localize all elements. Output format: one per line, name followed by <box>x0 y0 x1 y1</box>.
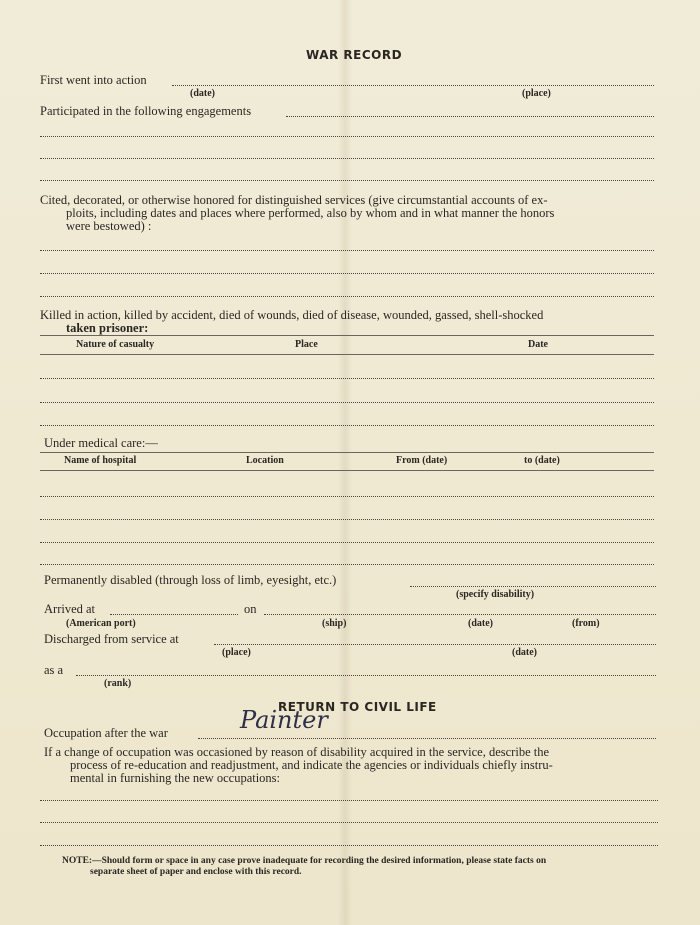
cited-line-1: Cited, decorated, or otherwise honored for distinguished services (give circumstantial accounts of ex- <box>40 193 548 207</box>
engagements-label: Participated in the following engagements <box>40 104 252 118</box>
disabled-caption: (specify disability) <box>456 589 535 600</box>
engagements-line[interactable] <box>40 180 654 181</box>
medical-col-hospital: Name of hospital <box>64 455 137 466</box>
casualty-row[interactable] <box>40 378 654 379</box>
arrived-ship-field[interactable] <box>264 614 656 615</box>
first-action-label: First went into action <box>40 73 147 87</box>
change-line[interactable] <box>40 822 658 823</box>
disabled-label: Permanently disabled (through loss of limb, eyesight, etc.) <box>44 573 337 587</box>
engagements-line[interactable] <box>40 136 654 137</box>
arrived-date-caption: (date) <box>468 618 493 629</box>
casualty-table-top-rule <box>40 335 654 336</box>
casualty-instructions <box>40 309 654 335</box>
change-line-1: If a change of occupation was occasioned by reason of disability acquired in the service, describe the <box>44 745 550 759</box>
discharged-date-caption: (date) <box>512 647 537 658</box>
casualty-col-place: Place <box>295 339 318 350</box>
first-action-date-caption: (date) <box>190 88 215 99</box>
medical-col-location: Location <box>246 455 284 466</box>
change-line-2: process of re-education and readjustment, and indicate the agencies or individuals chiefly instru- <box>70 758 553 772</box>
medical-row[interactable] <box>40 564 654 565</box>
arrived-label: Arrived at <box>44 602 96 616</box>
change-instructions <box>44 746 658 785</box>
note-line-2: separate sheet of paper and enclose with this record. <box>90 867 302 877</box>
cited-line-3: were bestowed) : <box>66 219 152 233</box>
form-title: WAR RECORD <box>306 48 403 62</box>
engagements-line[interactable] <box>40 158 654 159</box>
medical-table-top-rule <box>40 452 654 453</box>
casualty-col-date: Date <box>528 339 548 350</box>
occupation-field[interactable] <box>198 738 656 739</box>
medical-row[interactable] <box>40 542 654 543</box>
disabled-field[interactable] <box>410 586 656 587</box>
change-line[interactable] <box>40 845 658 846</box>
first-action-place-caption: (place) <box>522 88 551 99</box>
arrived-port-caption: (American port) <box>66 618 136 629</box>
first-action-field[interactable] <box>172 85 654 86</box>
cited-line[interactable] <box>40 250 654 251</box>
civil-life-heading: RETURN TO CIVIL LIFE <box>278 700 437 714</box>
casualty-row[interactable] <box>40 425 654 426</box>
casualty-line-2: taken prisoner: <box>66 321 149 335</box>
casualty-row[interactable] <box>40 402 654 403</box>
casualty-table-header-rule <box>40 354 654 355</box>
medical-col-to: to (date) <box>524 455 560 466</box>
discharged-field[interactable] <box>214 644 656 645</box>
casualty-line-1: Killed in action, killed by accident, died of wounds, died of disease, wounded, gassed, shell-shocked <box>40 308 544 322</box>
discharged-label: Discharged from service at <box>44 632 179 646</box>
arrived-port-field[interactable] <box>110 614 238 615</box>
rank-label: as a <box>44 663 64 677</box>
medical-col-from: From (date) <box>396 455 448 466</box>
rank-caption: (rank) <box>104 678 132 689</box>
medical-table-header-rule <box>40 470 654 471</box>
note-line-1: NOTE:—Should form or space in any case prove inadequate for recording the desired information, please state facts on <box>62 856 547 866</box>
rank-field[interactable] <box>76 675 656 676</box>
discharged-place-caption: (place) <box>222 647 251 658</box>
change-line-3: mental in furnishing the new occupations: <box>70 771 281 785</box>
occupation-label: Occupation after the war <box>44 726 168 740</box>
cited-line[interactable] <box>40 296 654 297</box>
cited-line[interactable] <box>40 273 654 274</box>
medical-row[interactable] <box>40 519 654 520</box>
change-line[interactable] <box>40 800 658 801</box>
medical-row[interactable] <box>40 496 654 497</box>
arrived-ship-caption: (ship) <box>322 618 347 629</box>
arrived-from-caption: (from) <box>572 618 600 629</box>
occupation-handwritten: Painter <box>240 706 328 734</box>
arrived-on-label: on <box>244 602 257 616</box>
medical-care-label: Under medical care:— <box>44 436 158 450</box>
form-note <box>62 856 546 878</box>
engagements-field[interactable] <box>286 116 654 117</box>
cited-line-2: ploits, including dates and places where performed, also by whom and in what manner the honors <box>66 206 555 220</box>
cited-instructions <box>40 194 654 233</box>
casualty-col-nature: Nature of casualty <box>76 339 155 350</box>
